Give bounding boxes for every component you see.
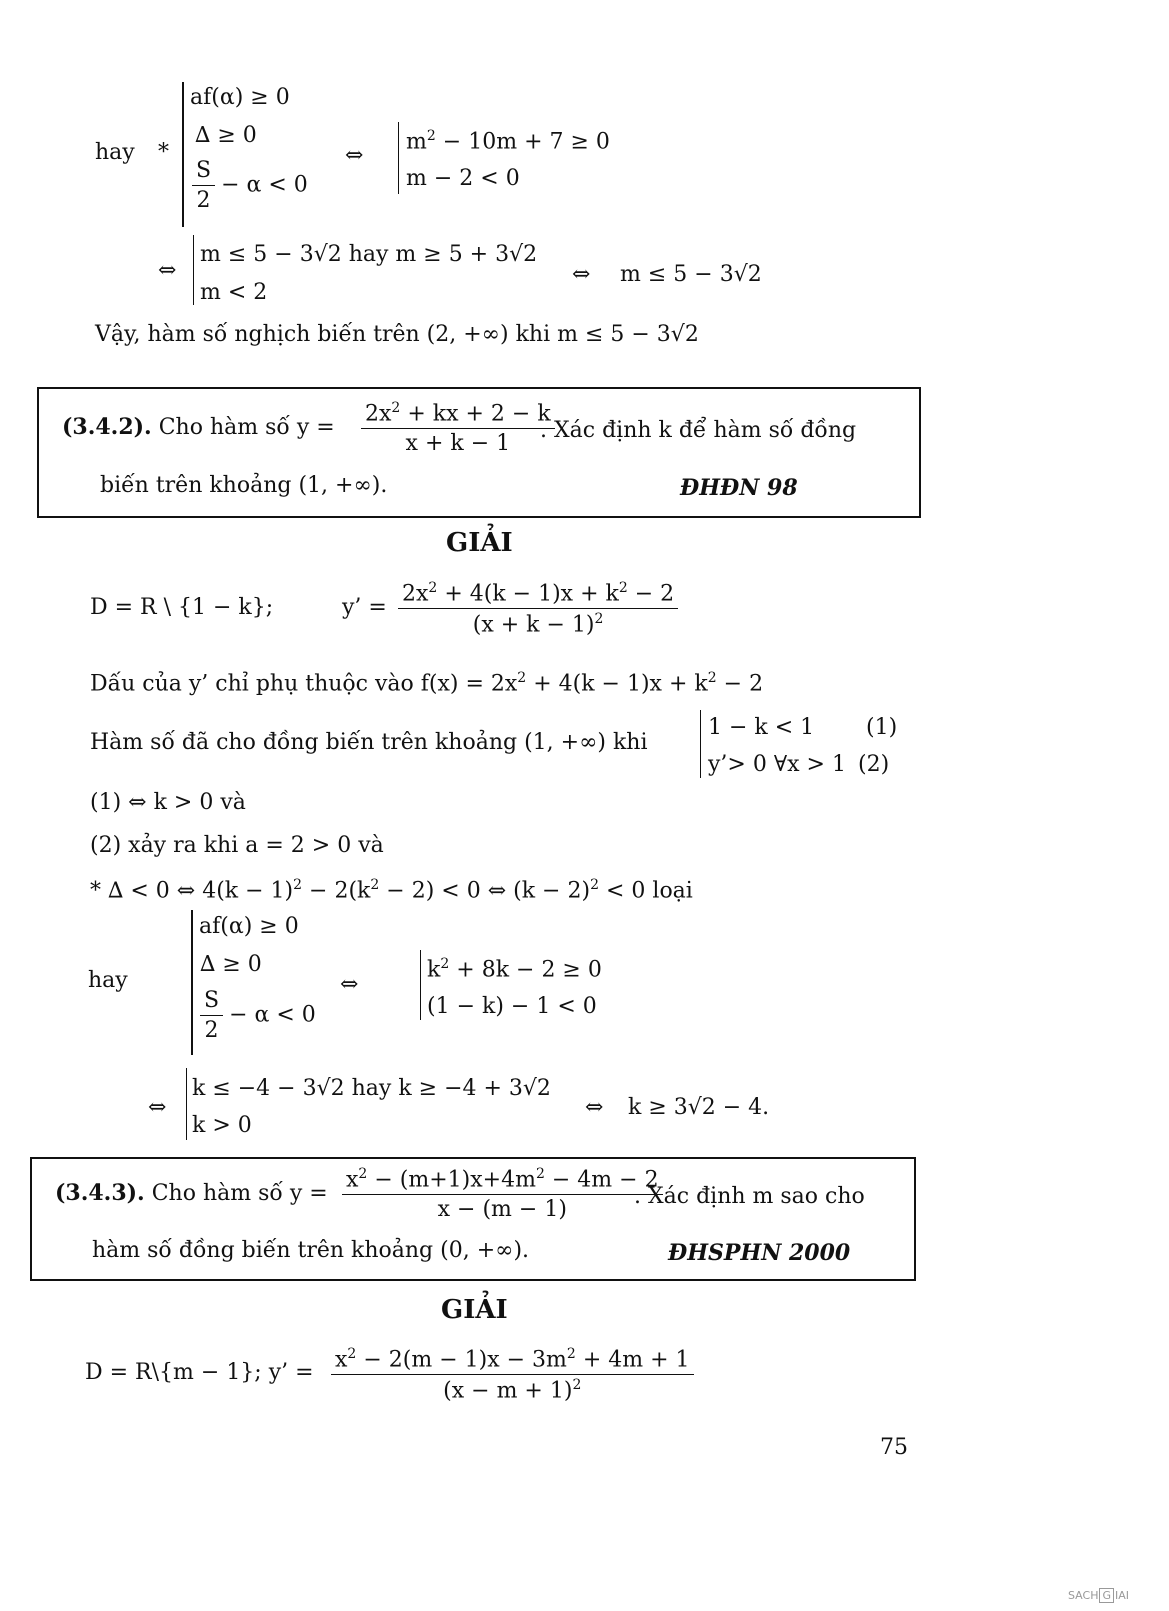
solution-result: k ≥ 3√2 − 4.: [628, 1095, 770, 1120]
result-line-2: m − 2 < 0: [406, 166, 520, 191]
sign-statement: Dấu của y’ chỉ phụ thuộc vào $f(x) = 2x^2 + 4(k - 1)x + k^2 - 2$: [90, 670, 764, 697]
step-2: (2) xảy ra khi a = 2 > 0 và: [90, 833, 384, 858]
problem-source: ĐHSPHN 2000: [668, 1240, 851, 1266]
condition-statement: Hàm số đã cho đồng biến trên khoảng (1, +∞) khi: [90, 730, 648, 755]
watermark-logo: SACH G IAI: [1068, 1589, 1130, 1602]
solution-brace: [193, 235, 194, 305]
problem-statement: (3.4.2). Cho hàm số y =: [62, 414, 335, 440]
step-1: (1) ⇔ k > 0 và: [90, 790, 246, 815]
system-brace: [182, 82, 184, 227]
solution-title: GIẢI: [441, 1295, 508, 1325]
step-3: * ∆ < 0 ⇔ $4(k - 1)^2 - 2(k^2 - 2) < 0$ ⇔ $(k - 2)^2 < 0$ loại: [90, 877, 693, 904]
solution-line-1: m ≤ 5 − 3√2 hay m ≥ 5 + 3√2: [200, 242, 538, 267]
solution-brace: [186, 1068, 187, 1140]
condition-2: y’> 0 ∀x > 1: [708, 752, 846, 777]
condition-1-tag: (1): [866, 715, 898, 740]
equiv-symbol: ⇔: [148, 1095, 167, 1120]
domain-derivative-label: D = R\{m − 1}; y’ =: [85, 1360, 314, 1385]
solution-line-2: m < 2: [200, 280, 268, 305]
problem-line-2: biến trên khoảng (1, +∞).: [100, 473, 388, 498]
condition-2-tag: (2): [858, 752, 890, 777]
result-line-2: (1 − k) − 1 < 0: [427, 994, 597, 1019]
condition-s-alpha: $\frac{S}{2}$ − α < 0: [194, 988, 316, 1043]
hay-label: hay: [95, 140, 135, 165]
result-line-1: $k^2 + 8k - 2 \ge 0$: [427, 956, 602, 983]
domain: D = R \ {1 − k};: [90, 595, 274, 620]
condition-af: af(α) ≥ 0: [199, 914, 299, 939]
system-brace: [191, 910, 193, 1055]
solution-result: m ≤ 5 − 3√2: [620, 262, 762, 287]
solution-title: GIẢI: [446, 528, 513, 558]
condition-brace: [700, 710, 701, 778]
equiv-symbol: ⇔: [572, 262, 591, 287]
problem-source: ĐHĐN 98: [680, 475, 798, 501]
problem-statement: (3.4.3). Cho hàm số y =: [55, 1180, 328, 1206]
solution-line-2: k > 0: [192, 1113, 252, 1138]
hay-label: hay: [88, 968, 128, 993]
equiv-symbol: ⇔: [585, 1095, 604, 1120]
problem-line-2: hàm số đồng biến trên khoảng (0, +∞).: [92, 1238, 530, 1263]
star-marker: *: [158, 140, 169, 165]
problem-fraction: $\frac{2x^2 + kx + 2 - k}{x + k - 1}$: [355, 400, 561, 456]
result-brace: [398, 122, 399, 194]
result-brace: [420, 950, 421, 1020]
equiv-symbol: ⇔: [158, 258, 177, 283]
conclusion: Vậy, hàm số nghịch biến trên (2, +∞) khi m ≤ 5 − 3√2: [95, 322, 699, 347]
problem-fraction: $\frac{x^2 - (m+1)x+4m^2 - 4m - 2}{x - (m - 1)}$: [336, 1166, 669, 1222]
condition-af: af(α) ≥ 0: [190, 85, 290, 110]
equiv-symbol: ⇔: [345, 143, 364, 168]
condition-delta: ∆ ≥ 0: [195, 123, 257, 148]
problem-task: . Xác định m sao cho: [634, 1184, 865, 1209]
result-line-1: $m^2 - 10m + 7 \ge 0$: [406, 128, 610, 155]
page-number: 75: [880, 1435, 908, 1460]
derivative-label: y’ =: [342, 595, 387, 620]
equiv-symbol: ⇔: [340, 972, 359, 997]
problem-task: . Xác định k để hàm số đồng: [540, 418, 857, 443]
derivative-fraction: $\frac{2x^2 + 4(k - 1)x + k^2 - 2}{(x + k - 1)^2}$: [392, 580, 684, 638]
condition-s-alpha: $\frac{S}{2}$ − α < 0: [186, 158, 308, 213]
derivative-fraction: $\frac{x^2 - 2(m - 1)x - 3m^2 + 4m + 1}{(x - m + 1)^2}$: [325, 1346, 700, 1404]
condition-1: 1 − k < 1: [708, 715, 815, 740]
solution-line-1: k ≤ −4 − 3√2 hay k ≥ −4 + 3√2: [192, 1076, 551, 1101]
condition-delta: ∆ ≥ 0: [200, 952, 262, 977]
